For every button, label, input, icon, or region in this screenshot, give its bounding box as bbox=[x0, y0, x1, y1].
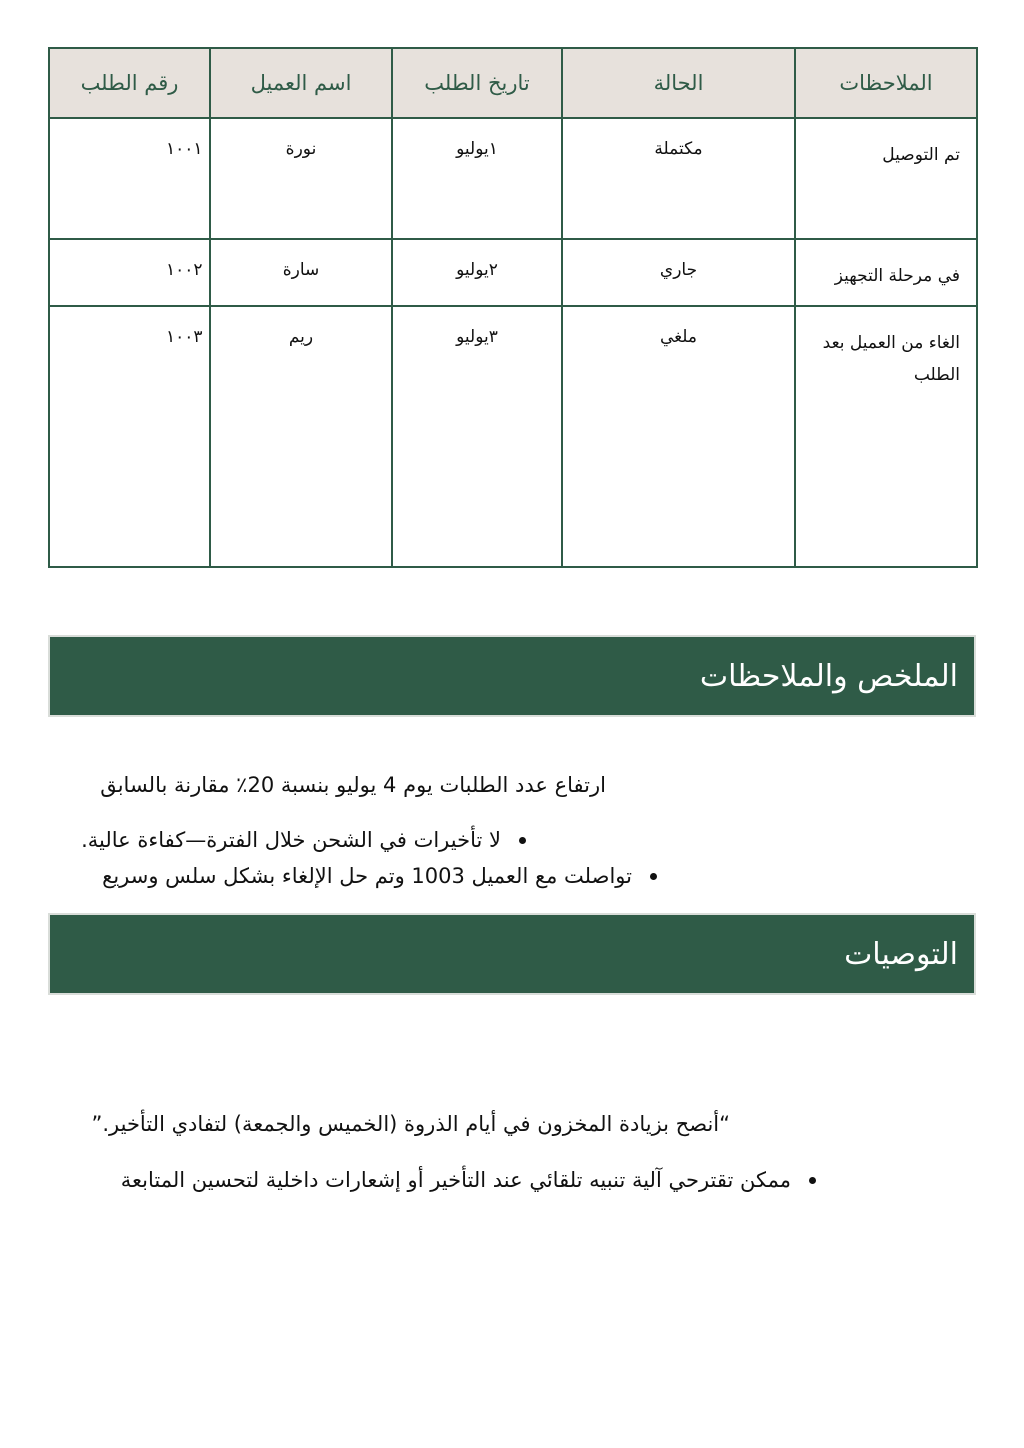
header-customer: اسم العميل bbox=[210, 48, 392, 118]
summary-bullet-text: لا تأخيرات في الشحن خلال الفترة—كفاءة عالية. bbox=[81, 828, 501, 852]
cell-notes: في مرحلة التجهيز bbox=[795, 239, 977, 306]
bullet-dot-icon bbox=[809, 1177, 816, 1184]
cell-notes: الغاء من العميل بعد الطلب bbox=[795, 306, 977, 567]
cell-customer: ريم bbox=[210, 306, 392, 567]
table-header-row bbox=[49, 48, 977, 118]
recommendation-quote: “أنصح بزيادة المخزون في أيام الذروة (الخميس والجمعة) لتفادي التأخير.” bbox=[91, 1112, 730, 1136]
summary-intro: ارتفاع عدد الطلبات يوم 4 يوليو بنسبة 20٪ مقارنة بالسابق bbox=[100, 773, 606, 797]
cell-date: ٢يوليو bbox=[392, 239, 562, 306]
header-notes: الملاحظات bbox=[795, 48, 977, 118]
summary-bullet bbox=[81, 828, 526, 852]
cell-notes: تم التوصيل bbox=[795, 118, 977, 239]
table-row bbox=[49, 239, 977, 306]
cell-date: ١يوليو bbox=[392, 118, 562, 239]
cell-date: ٣يوليو bbox=[392, 306, 562, 567]
cell-order-number: ١٠٠١ bbox=[49, 118, 210, 239]
orders-table bbox=[48, 47, 978, 568]
summary-bullet-text: تواصلت مع العميل 1003 وتم حل الإلغاء بشكل سلس وسريع bbox=[102, 864, 632, 888]
header-status: الحالة bbox=[562, 48, 795, 118]
cell-status: مكتملة bbox=[562, 118, 795, 239]
recommendations-section-header bbox=[48, 913, 976, 995]
bullet-dot-icon bbox=[519, 837, 526, 844]
recommendations-title: التوصيات bbox=[844, 936, 958, 972]
header-date: تاريخ الطلب bbox=[392, 48, 562, 118]
summary-title: الملخص والملاحظات bbox=[699, 658, 958, 694]
cell-customer: نورة bbox=[210, 118, 392, 239]
bullet-dot-icon bbox=[650, 873, 657, 880]
cell-customer: سارة bbox=[210, 239, 392, 306]
summary-section-header bbox=[48, 635, 976, 717]
header-order-number: رقم الطلب bbox=[49, 48, 210, 118]
summary-bullet bbox=[102, 864, 657, 888]
cell-status: ملغي bbox=[562, 306, 795, 567]
table-row bbox=[49, 118, 977, 239]
cell-order-number: ١٠٠٣ bbox=[49, 306, 210, 567]
cell-status: جاري bbox=[562, 239, 795, 306]
recommendation-bullet bbox=[121, 1168, 816, 1192]
recommendation-bullet-text: ممكن تقترحي آلية تنبيه تلقائي عند التأخير أو إشعارات داخلية لتحسين المتابعة bbox=[120, 1168, 791, 1192]
cell-order-number: ١٠٠٢ bbox=[49, 239, 210, 306]
table-row bbox=[49, 306, 977, 567]
